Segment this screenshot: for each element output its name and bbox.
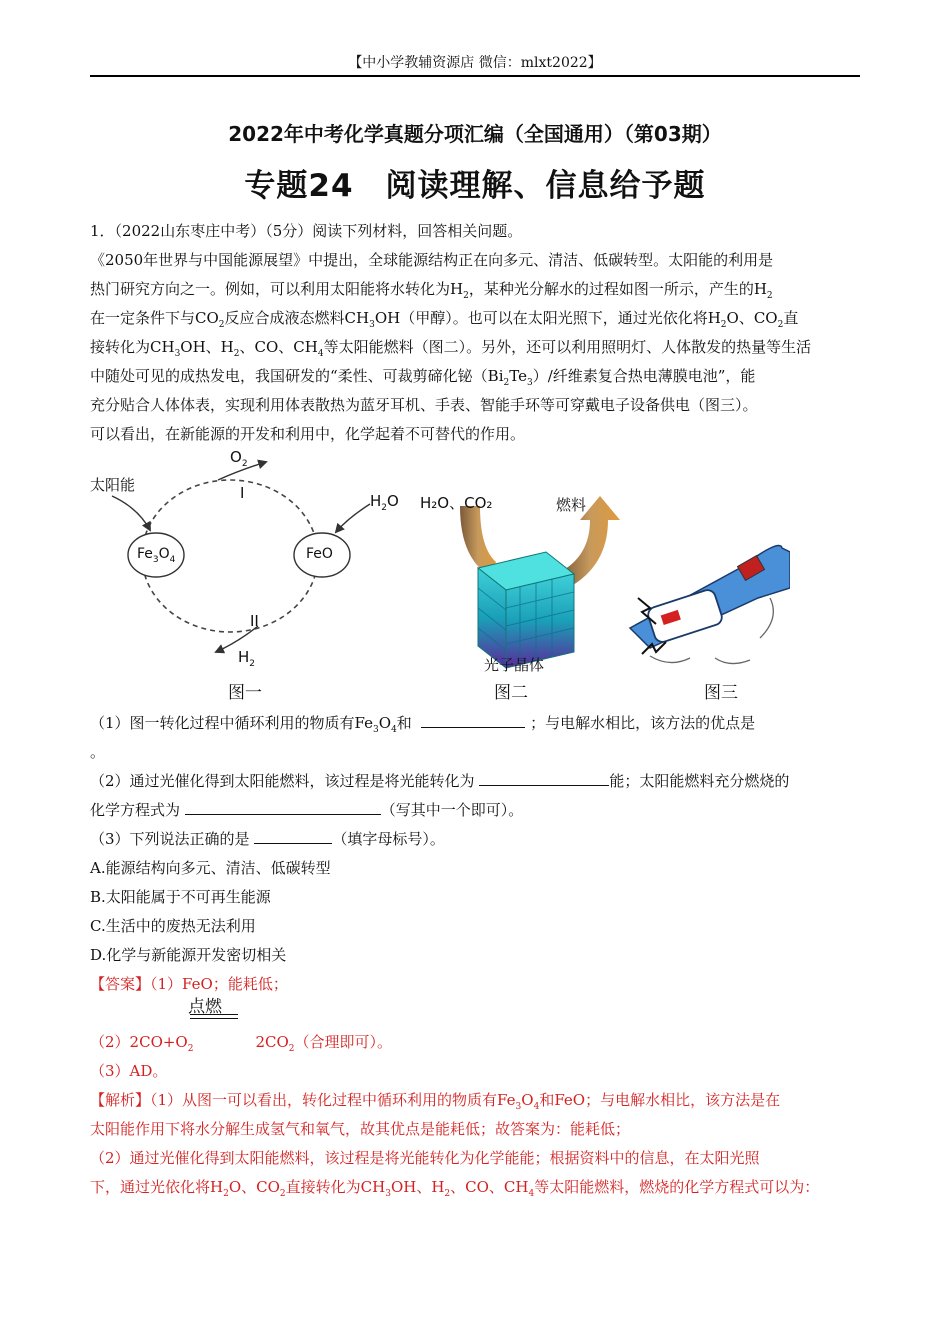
o2-label: $O_2$: [230, 448, 248, 469]
condition-rule-top: [190, 1014, 238, 1015]
passage-line-3: 在一定条件下与$CO_2$反应合成液态燃料$CH_3OH$（甲醇）。也可以在太阳光照下，通过光依化将$H_2O$、$CO_2$直: [90, 309, 799, 330]
condition-rule-bottom: [190, 1018, 238, 1019]
header-rule: [90, 75, 860, 77]
analysis-line-4: 下，通过光依化将$H_2O$、$CO_2$直接转化为$CH_3OH$、$H_2$、CO、$CH_4$等太阳能燃料，燃烧的化学方程式可以为：: [90, 1178, 820, 1199]
caption-1: 图一: [228, 683, 262, 703]
question-1-end: 。: [90, 743, 106, 761]
option-a: A.能源结构向多元、清洁、低碳转型: [90, 859, 331, 877]
analysis-line-2: 太阳能作用下将水分解生成氢气和氧气，故其优点是能耗低；故答案为：能耗低；: [90, 1120, 631, 1138]
answer-blank-1[interactable]: [421, 713, 525, 728]
passage-line-6: 充分贴合人体体表，实现利用体表散热为蓝牙耳机、手表、智能手环等可穿戴电子设备供电（图三）。: [90, 396, 758, 414]
question-2-cont: 化学方程式为 （写其中一个即可）。: [90, 801, 524, 819]
document-title: 2022年中考化学真题分项汇编（全国通用）（第03期）: [228, 122, 722, 146]
feo-label: FeO: [306, 546, 333, 562]
analysis-line-1: 【解析】（1）从图一可以看出，转化过程中循环利用的物质有$Fe_3O_4$和FeO；与电解水相比，该方法是在: [90, 1091, 781, 1112]
passage-line-4: 接转化为$CH_3OH$、$H_2$、CO、$CH_4$等太阳能燃料（图二）。另外，还可以利用照明灯、人体散发的热量等生活: [90, 338, 812, 359]
analysis-line-3: （2）通过光催化得到太阳能燃料，该过程是将光能转化为化学能能；根据资料中的信息，在太阳光照: [90, 1149, 760, 1167]
question-intro: 1．（2022山东枣庄中考）（5分）阅读下列材料，回答相关问题。: [90, 222, 523, 240]
passage-line-1: 《2050年世界与中国能源展望》中提出，全球能源结构正在向多元、清洁、低碳转型。太阳能的利用是: [90, 251, 774, 269]
step-1-label: I: [240, 484, 245, 502]
question-1: （1）图一转化过程中循环利用的物质有$Fe_3O_4$和 ；与电解水相比，该方法的优点是: [90, 714, 756, 735]
step-2-label: II: [250, 612, 259, 630]
option-d: D.化学与新能源开发密切相关: [90, 946, 287, 964]
caption-3: 图三: [704, 683, 738, 703]
passage-line-7: 可以看出，在新能源的开发和利用中，化学起着不可替代的作用。: [90, 425, 526, 443]
sun-label: 太阳能: [90, 476, 136, 494]
answer-blank-4[interactable]: [254, 829, 332, 844]
reaction-condition: 点燃: [188, 997, 222, 1017]
topic-title: 专题24 阅读理解、信息给予题: [244, 168, 706, 204]
answer-blank-3[interactable]: [185, 800, 381, 815]
answer-2: $(2)2CO+O_2$ $2CO_2$（合理即可）。: [90, 1033, 393, 1054]
option-b: B.太阳能属于不可再生能源: [90, 888, 271, 906]
crystal-label: 光子晶体: [484, 656, 545, 674]
answer-blank-2[interactable]: [479, 771, 609, 786]
fuel-label: 燃料: [556, 496, 587, 514]
sun-arrow: [112, 496, 150, 530]
h2o-arrow: [336, 504, 370, 532]
input-label: H₂O、CO₂: [420, 494, 493, 512]
band-device: [646, 588, 724, 644]
fe3o4-label: $Fe_3O_4$: [137, 546, 176, 565]
answer-1: 【答案】（1）FeO；能耗低；: [90, 975, 288, 993]
figure-graphics: [90, 448, 790, 710]
h2o-label: $H_2O$: [370, 492, 399, 513]
figures-panel: [90, 448, 790, 710]
answer-3: （3）AD。: [90, 1062, 168, 1080]
passage-line-5: 中随处可见的成热发电，我国研发的“柔性、可裁剪碲化铋$(Bi_2Te_3)/$纤维素复合热电薄膜电池”，能: [90, 367, 756, 388]
option-c: C.生活中的废热无法利用: [90, 917, 256, 935]
question-2: （2）通过光催化得到太阳能燃料，该过程是将光能转化为 能；太阳能燃料充分燃烧的: [90, 772, 790, 790]
passage-line-2: 热门研究方向之一。例如，可以利用太阳能将水转化为$H_2$，某种光分解水的过程如图一所示，产生的$H_2$: [90, 280, 773, 301]
caption-2: 图二: [494, 683, 528, 703]
page-header: 【中小学教辅资源店 微信：mlxt2022】: [348, 55, 602, 71]
question-3: （3）下列说法正确的是 （填字母标号）。: [90, 830, 445, 848]
h2-label: $H_2$: [238, 648, 256, 669]
